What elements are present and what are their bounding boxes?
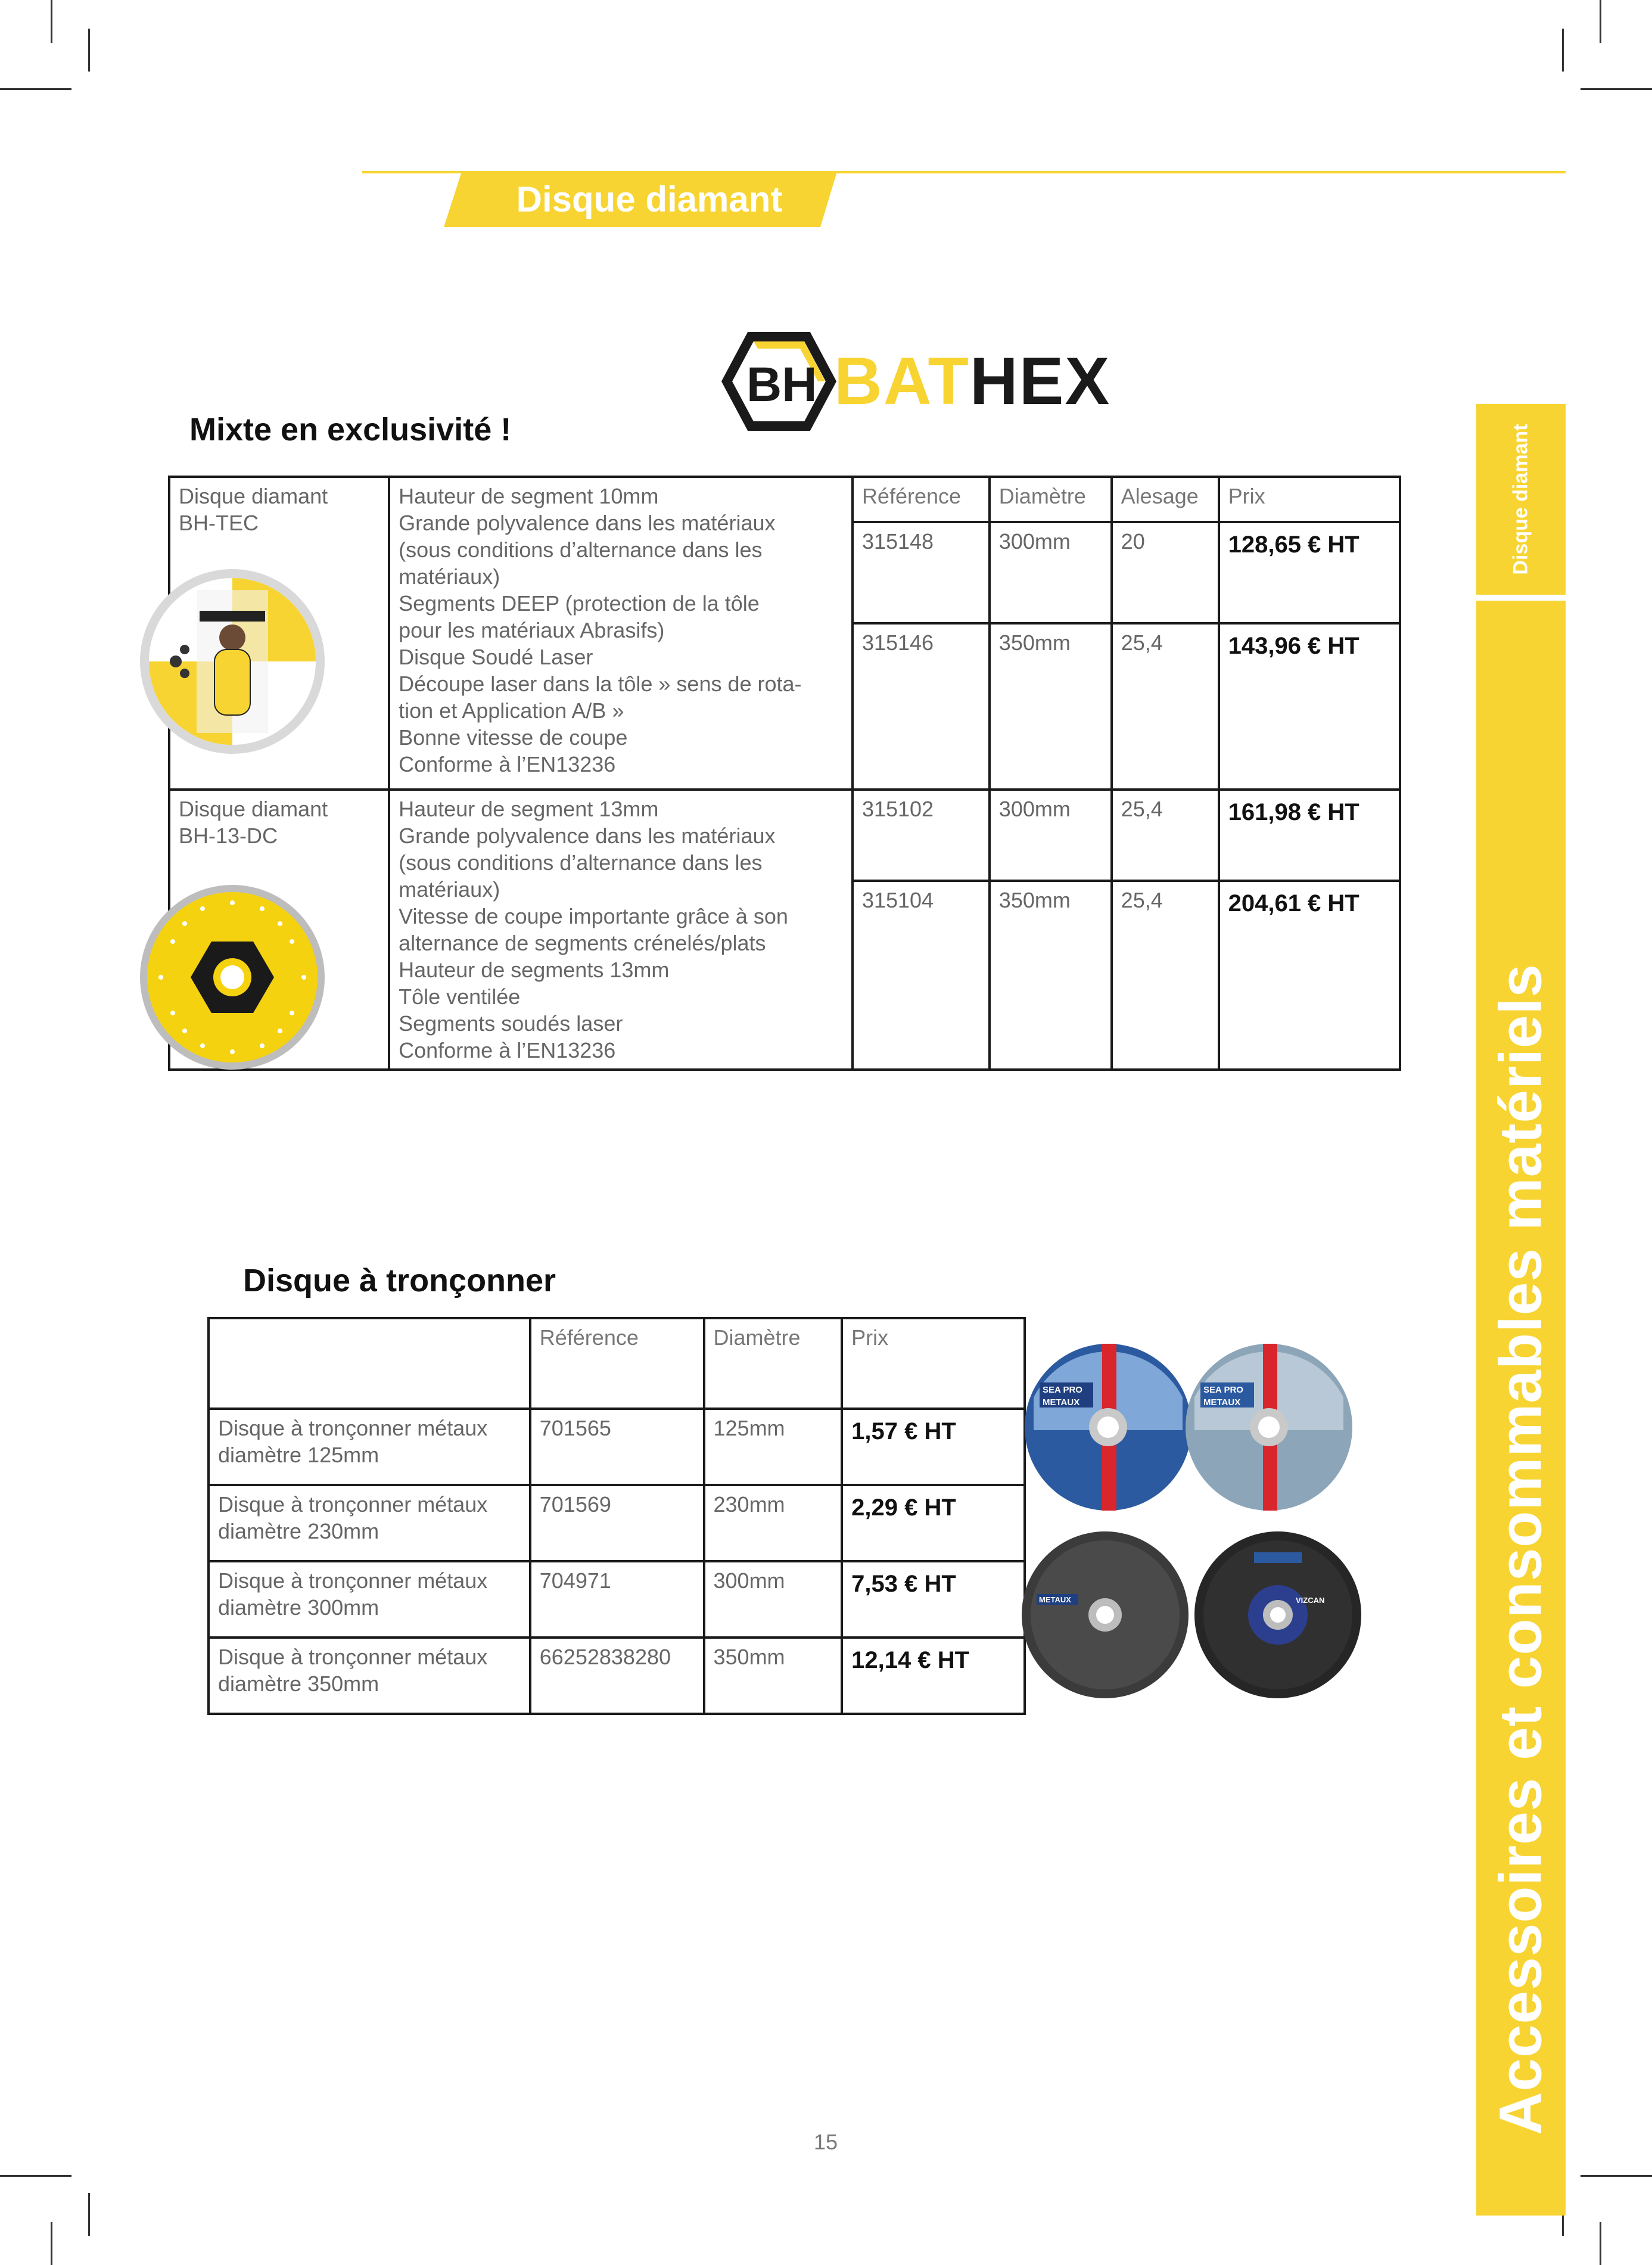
description-cell: Disque à tronçonner métaux diamètre 300mm <box>209 1561 530 1638</box>
crop-mark <box>88 2193 90 2236</box>
crop-mark <box>1581 2175 1652 2177</box>
table-row <box>209 1638 1025 1714</box>
crop-mark <box>1562 29 1564 72</box>
column-header-price: Prix <box>1219 477 1400 522</box>
table-row <box>209 1485 1025 1561</box>
crop-mark <box>51 0 52 43</box>
description-cell: Disque à tronçonner métaux diamètre 230mm <box>209 1485 530 1561</box>
diameter-cell: 300mm <box>990 522 1112 623</box>
crop-mark <box>1600 2222 1601 2265</box>
description-cell: Disque à tronçonner métaux diamètre 350mm <box>209 1638 530 1714</box>
reference-cell: 701569 <box>530 1485 704 1561</box>
product-name-cell: Disque diamant BH-13-DC <box>169 790 389 1070</box>
crop-mark <box>1581 88 1652 90</box>
column-header-reference: Référence <box>530 1318 704 1409</box>
price-cell: 12,14 € HT <box>842 1638 1025 1714</box>
diameter-cell: 300mm <box>704 1561 842 1638</box>
cutting-disc-table <box>207 1317 1026 1715</box>
price-cell: 143,96 € HT <box>1219 623 1400 790</box>
logo-mark: BH <box>746 358 817 412</box>
table-row <box>209 1409 1025 1485</box>
column-header-reference: Référence <box>853 477 990 522</box>
price-cell: 7,53 € HT <box>842 1561 1025 1638</box>
table-row <box>169 790 1400 881</box>
bore-cell: 25,4 <box>1112 623 1219 790</box>
reference-cell: 66252838280 <box>530 1638 704 1714</box>
reference-cell: 704971 <box>530 1561 704 1638</box>
disc-bh-13-dc-image <box>137 882 328 1073</box>
side-tab-section-label: Disque diamant <box>1509 424 1532 575</box>
svg-text:METAUX: METAUX <box>1203 1397 1241 1408</box>
diameter-cell: 350mm <box>704 1638 842 1714</box>
page-title: Disque diamant <box>516 179 783 219</box>
price-cell: 128,65 € HT <box>1219 522 1400 623</box>
disc-bh-tec-image <box>137 566 328 757</box>
column-header-diameter: Diamètre <box>990 477 1112 522</box>
section-heading-cutting: Disque à tronçonner <box>243 1263 556 1298</box>
logo-word-bat: BAT <box>834 344 970 418</box>
diamond-disc-table <box>168 476 1401 1071</box>
description-cell: Disque à tronçonner métaux diamètre 125mm <box>209 1409 530 1485</box>
logo-word-hex: HEX <box>969 344 1111 418</box>
reference-cell: 701565 <box>530 1409 704 1485</box>
empty-header-cell <box>209 1318 530 1409</box>
cutting-disc-230-image <box>1183 1341 1355 1514</box>
cutting-disc-125-image <box>1022 1341 1194 1514</box>
logo-wordmark <box>834 346 1110 417</box>
price-cell: 1,57 € HT <box>842 1409 1025 1485</box>
table-row <box>209 1561 1025 1638</box>
product-features-cell: Hauteur de segment 13mm Grande polyvalence dans les matériaux (sous conditions d’alternance dans les matériaux) Vitesse de coupe importante grâce à son alternance de segments crénelés/plats Hauteur de segments 13mm Tôle ventilée Segments soudés laser Conforme à l’EN13236 <box>389 790 853 1070</box>
diameter-cell: 350mm <box>990 623 1112 790</box>
crop-mark <box>0 2175 71 2177</box>
reference-cell: 315146 <box>853 623 990 790</box>
side-tab-category-label: Accessoires et consommables matériels <box>1487 964 1554 2135</box>
diameter-cell: 300mm <box>990 790 1112 881</box>
reference-cell: 315102 <box>853 790 990 881</box>
price-cell: 161,98 € HT <box>1219 790 1400 881</box>
svg-text:VIZCAN: VIZCAN <box>1296 1596 1325 1605</box>
bore-cell: 20 <box>1112 522 1219 623</box>
bore-cell: 25,4 <box>1112 790 1219 881</box>
column-header-bore: Alesage <box>1112 477 1219 522</box>
diameter-cell: 125mm <box>704 1409 842 1485</box>
svg-text:METAUX: METAUX <box>1043 1397 1080 1408</box>
reference-cell: 315148 <box>853 522 990 623</box>
price-cell: 2,29 € HT <box>842 1485 1025 1561</box>
bore-cell: 25,4 <box>1112 881 1219 1070</box>
crop-mark <box>88 29 90 72</box>
diameter-cell: 350mm <box>990 881 1112 1070</box>
crop-mark <box>51 2222 52 2265</box>
page-number: 15 <box>813 2130 838 2154</box>
diameter-cell: 230mm <box>704 1485 842 1561</box>
product-features-cell: Hauteur de segment 10mm Grande polyvalence dans les matériaux (sous conditions d’alternance dans les matériaux) Segments DEEP (protection de la tôle pour les matériaux Abrasifs) Disque Soudé Laser Découpe laser dans la tôle » sens de rota- tion et Application A/B » Bonne vitesse de coupe Conforme à l’EN13236 <box>389 477 853 790</box>
price-cell: 204,61 € HT <box>1219 881 1400 1070</box>
svg-text:SEA PRO: SEA PRO <box>1203 1385 1243 1395</box>
svg-text:SEA PRO: SEA PRO <box>1043 1385 1082 1395</box>
product-name-cell: Disque diamant BH-TEC <box>169 477 389 790</box>
svg-text:METAUX: METAUX <box>1039 1595 1071 1604</box>
crop-mark <box>1600 0 1601 43</box>
cutting-disc-350-image <box>1191 1528 1364 1701</box>
column-header-price: Prix <box>842 1318 1025 1409</box>
cutting-disc-300-image <box>1019 1528 1191 1701</box>
section-heading-diamond: Mixte en exclusivité ! <box>189 412 512 448</box>
reference-cell: 315104 <box>853 881 990 1070</box>
crop-mark <box>0 88 71 90</box>
column-header-diameter: Diamètre <box>704 1318 842 1409</box>
